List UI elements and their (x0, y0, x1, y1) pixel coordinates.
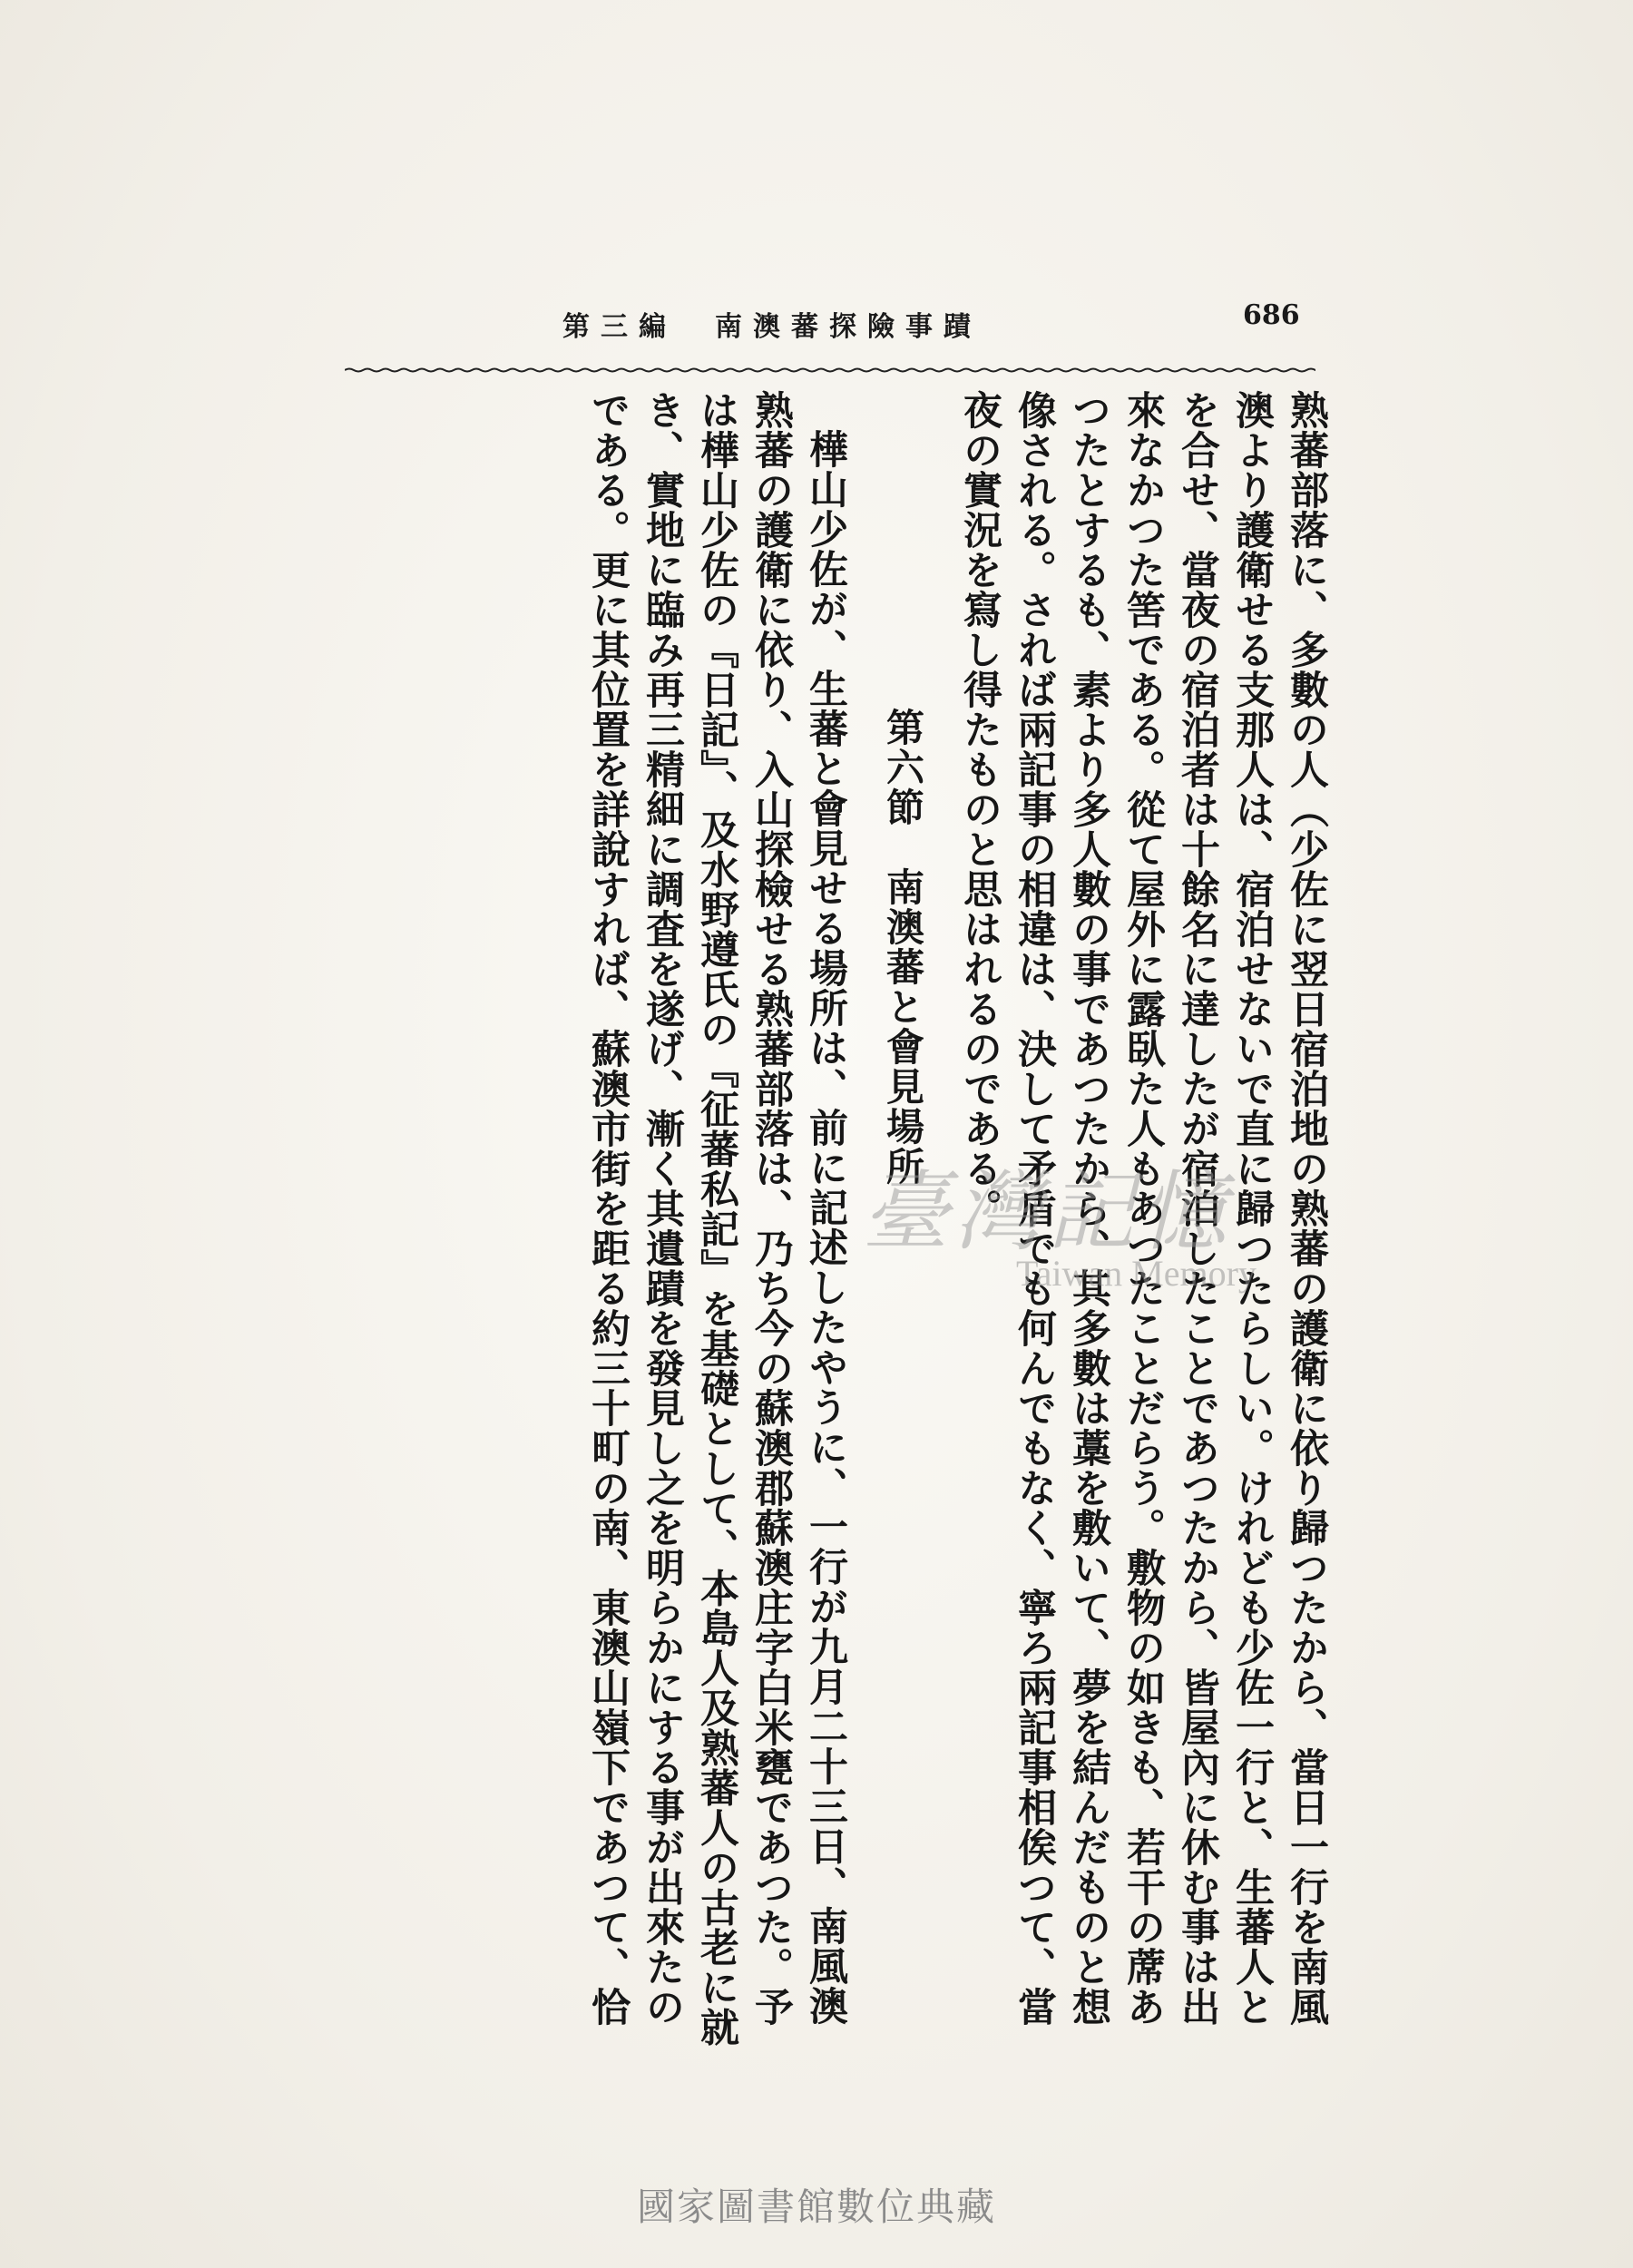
vertical-body-text (327, 390, 1334, 2050)
wavy-divider (345, 365, 1315, 376)
section-number: 第六節 (881, 708, 925, 827)
running-header-title: 第三編 南澳蕃探險事蹟 (562, 311, 982, 343)
body-paragraph: 熟蕃部落に、多數の人（少佐に翌日宿泊地の熟蕃の護衛に依り歸つたから、當日一行を南風澳より護衛せる支那人は、宿泊せないで直に歸つたらしい。けれども少佐一行と、生蕃人とを合せ、當夜の宿泊者は十餘名に達したが宿泊したことであつたから、皆屋內に休む事は出來なかつた筈である。從て屋外に露臥た人もあつたことだらう。敷物の如きも、若干の蓆あつたとするも、素より多人數の事であつたから、其多數は藁を敷いて、夢を結んだものと想像される。されば兩記事の相違は、決して矛盾でも何んでもなく、寧ろ兩記事相俟つて、當夜の實況を寫し得たものと思はれるのである。 (957, 390, 1329, 2027)
body-paragraph: 樺山少佐が、生蕃と會見せる場所は、前に記述したやうに、一行が九月二十三日、南風澳熟蕃の護衛に依り、入山探檢せる熟蕃部落は、乃ち今の蘇澳郡蘇澳庄字白米甕であつた。予は樺山少佐の『日記』、及水野遵氏の『征蕃私記』を基礎として、本島人及熟蕃人の古老に就き、實地に臨み再三精細に調査を遂げ、漸く其遺蹟を發見し之を明らかにする事が出來たのである。更に其位置を詳說すれば、蘇澳市街を距る約三十町の南、東澳山嶺下であつて、恰 (585, 390, 848, 2048)
footer-caption: 國家圖書館數位典藏 (636, 2185, 996, 2229)
page-number: 686 (1243, 299, 1300, 331)
section-title: 南澳蕃と會見場所 (881, 867, 925, 1187)
section-heading (875, 708, 930, 2050)
watermark-chinese: 臺灣記憶 (862, 1161, 1232, 1263)
watermark-english: Taiwan Memory (1016, 1253, 1257, 1294)
